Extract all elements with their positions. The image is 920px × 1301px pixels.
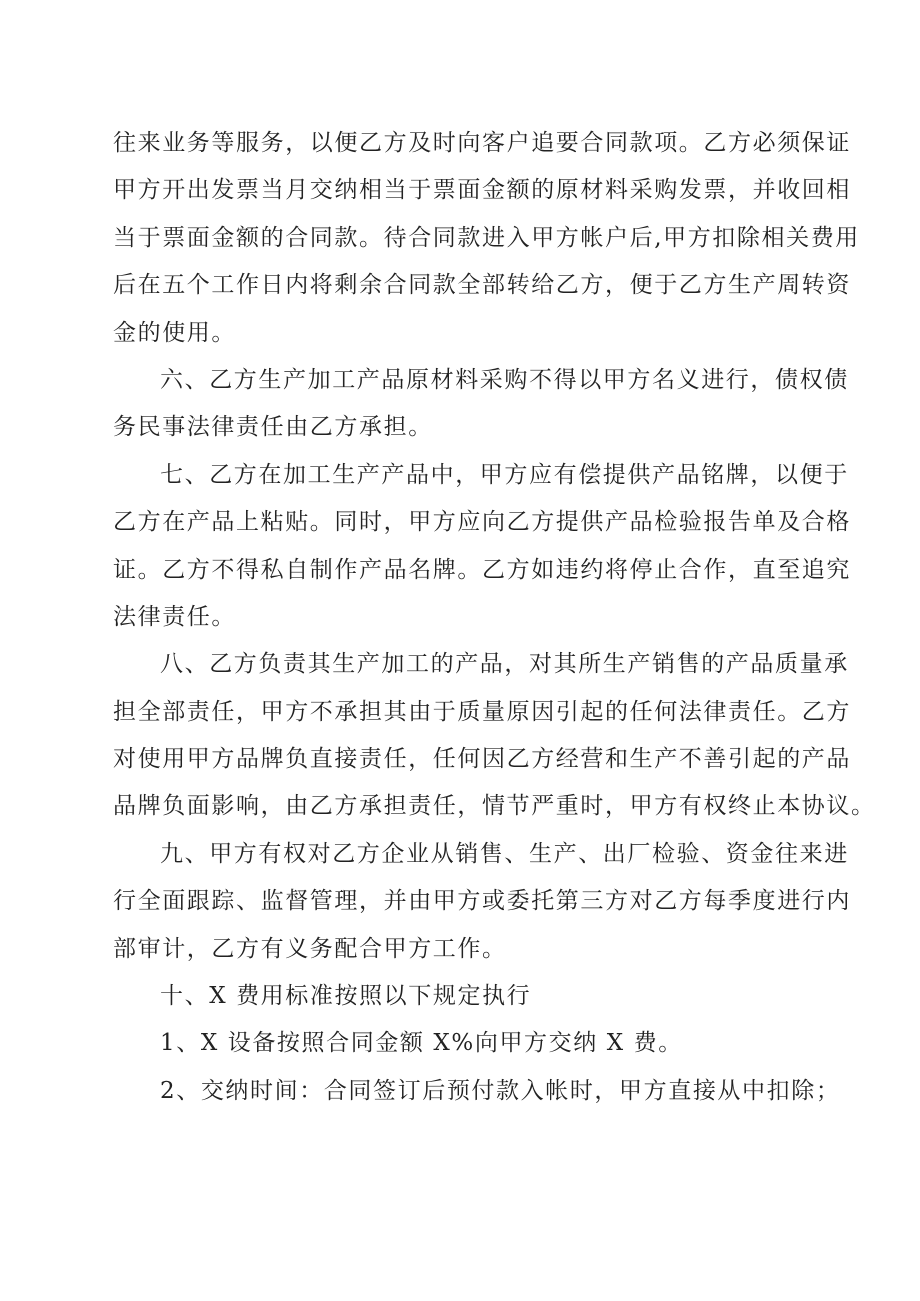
paragraph-clause-ten [113,973,825,1020]
text-line: 2、交纳时间：合同签订后预付款入帐时，甲方直接从中扣除； [160,1077,841,1104]
paragraph-clause-six [113,357,849,452]
text-line: 往来业务等服务，以便乙方及时向客户追要合同款项。乙方必须保证 [113,130,851,156]
paragraph-clause-ten-item-2 [113,1068,841,1115]
paragraph-clause-seven [113,452,851,642]
text-line: 务民事法律责任由乙方承担。 [113,414,433,441]
text-line: 十、X 费用标准按照以下规定执行 [160,983,532,1010]
text-line: 九、甲方有权对乙方企业从销售、生产、出厂检验、资金往来进 [160,840,849,867]
text-line: 1、X 设备按照合同金额 X%向甲方交纳 X 费。 [160,1030,683,1057]
text-line: 部审计，乙方有义务配合甲方工作。 [113,935,507,962]
text-line: 当于票面金额的合同款。待合同款进入甲方帐户后,甲方扣除相关费用 [113,224,860,251]
text-line: 后在五个工作日内将剩余合同款全部转给乙方，便于乙方生产周转资 [113,272,851,299]
document-body [113,120,876,1115]
text-line: 品牌负面影响，由乙方承担责任，情节严重时，甲方有权终止本协议。 [113,793,876,820]
text-line: 行全面跟踪、监督管理，并由甲方或委托第三方对乙方每季度进行内 [113,888,851,915]
paragraph-continuation [113,120,860,357]
text-line: 法律责任。 [113,603,236,630]
text-line: 甲方开出发票当月交纳相当于票面金额的原材料采购发票，并收回相 [113,177,851,204]
text-line: 乙方在产品上粘贴。同时，甲方应向乙方提供产品检验报告单及合格 [113,509,851,536]
paragraph-clause-nine [113,831,851,973]
text-line: 八、乙方负责其生产加工的产品，对其所生产销售的产品质量承 [160,651,849,678]
text-line: 证。乙方不得私自制作产品名牌。乙方如违约将停止合作，直至追究 [113,556,851,583]
paragraph-clause-eight [113,641,876,831]
text-line: 担全部责任，甲方不承担其由于质量原因引起的任何法律责任。乙方 [113,698,851,725]
text-line: 七、乙方在加工生产产品中，甲方应有偿提供产品铭牌，以便于 [160,461,849,488]
text-line: 金的使用。 [113,319,236,346]
paragraph-clause-ten-item-1 [113,1020,825,1067]
text-line: 六、乙方生产加工产品原材料采购不得以甲方名义进行，债权债 [160,366,849,393]
text-line: 对使用甲方品牌负直接责任，任何因乙方经营和生产不善引起的产品 [113,746,851,773]
